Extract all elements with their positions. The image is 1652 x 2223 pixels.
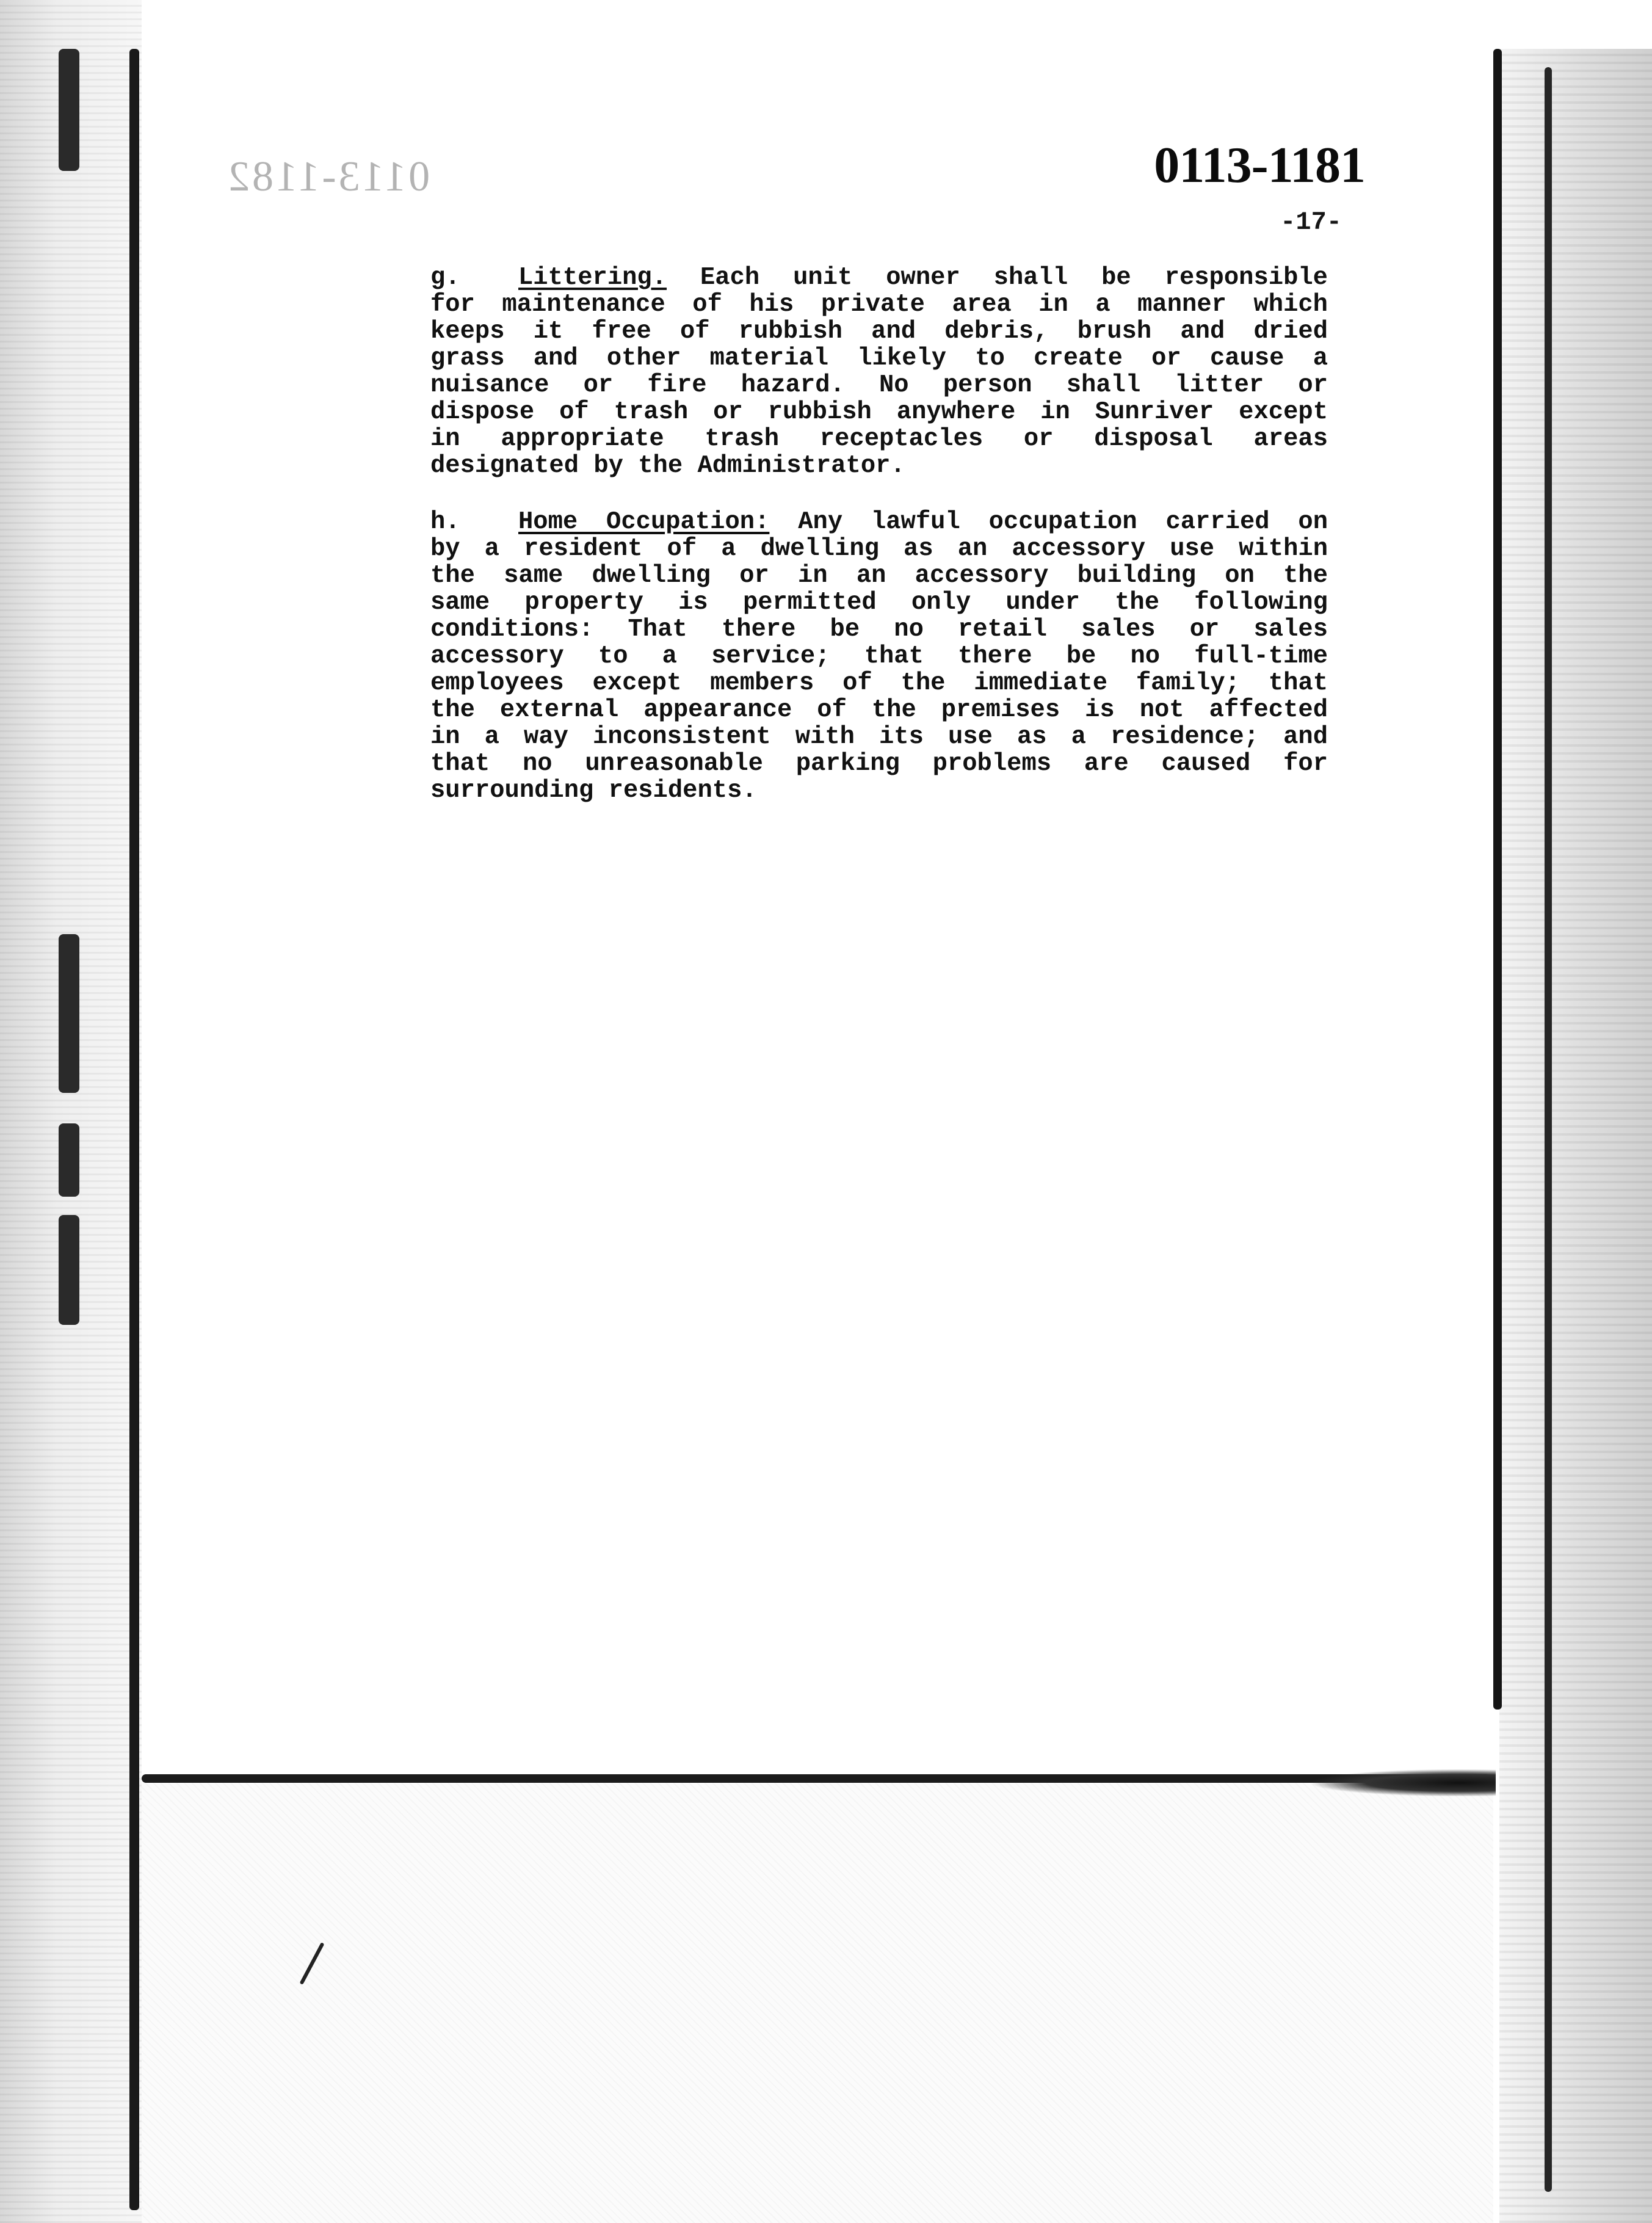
paragraph-marker: h. [430, 508, 460, 536]
scan-left-margin [0, 0, 142, 2223]
paragraph-littering [430, 264, 1328, 479]
text-line: conditions: That there be no retail sales or sales [430, 615, 1328, 644]
paragraph-home-occupation [430, 509, 1328, 804]
text-line: that no unreasonable parking problems are caused for [430, 750, 1328, 778]
scan-bottom-edge-line [142, 1774, 1491, 1783]
document-number: 0113-1181 [1154, 137, 1365, 194]
text-line: keeps it free of rubbish and debris, brush and dried [430, 317, 1328, 346]
paragraph-marker: g. [430, 264, 460, 292]
text-line: dispose of trash or rubbish anywhere in Sunriver except [430, 398, 1328, 426]
text-line: grass and other material likely to create or cause a [430, 344, 1328, 372]
text-line: accessory to a service; that there be no full-time [430, 642, 1328, 670]
text-line [430, 264, 1328, 291]
text-line [430, 509, 1328, 535]
text-line: in appropriate trash receptacles or disposal areas [430, 425, 1328, 453]
scan-lower-area [142, 1783, 1493, 2223]
paragraph-heading: Home Occupation: [518, 508, 770, 536]
text-line: the same dwelling or in an accessory building on the [430, 562, 1328, 590]
scan-right-edge-line [1545, 67, 1552, 2192]
text-line: in a way inconsistent with its use as a residence; and [430, 723, 1328, 751]
text-line: by a resident of a dwelling as an accessory use within [430, 535, 1328, 563]
scan-artifact [1313, 1769, 1496, 1796]
scan-artifact [59, 49, 79, 171]
text-line-content: Each unit owner shall be responsible [700, 264, 1328, 292]
page-number: -17- [1280, 208, 1342, 237]
text-line: surrounding residents. [430, 777, 757, 805]
text-line: same property is permitted only under the following [430, 589, 1328, 617]
text-line: for maintenance of his private area in a manner which [430, 291, 1328, 319]
scan-artifact [59, 1215, 79, 1325]
text-line: designated by the Administrator. [430, 452, 905, 480]
paragraph-heading: Littering. [518, 264, 667, 292]
scan-artifact [59, 1123, 79, 1197]
document-body [430, 264, 1328, 833]
text-line: the external appearance of the premises is not affected [430, 696, 1328, 724]
scan-right-edge-line [1493, 49, 1502, 1710]
text-line-content: Any lawful occupation carried on [798, 508, 1328, 536]
scan-artifact [59, 934, 79, 1093]
mirrored-stamp-number: 0113-1182 [226, 153, 430, 200]
text-line: employees except members of the immediate family; that [430, 669, 1328, 697]
scan-right-margin [1499, 49, 1652, 2223]
text-line: nuisance or fire hazard. No person shall litter or [430, 371, 1328, 399]
scan-left-edge-line [129, 49, 139, 2210]
